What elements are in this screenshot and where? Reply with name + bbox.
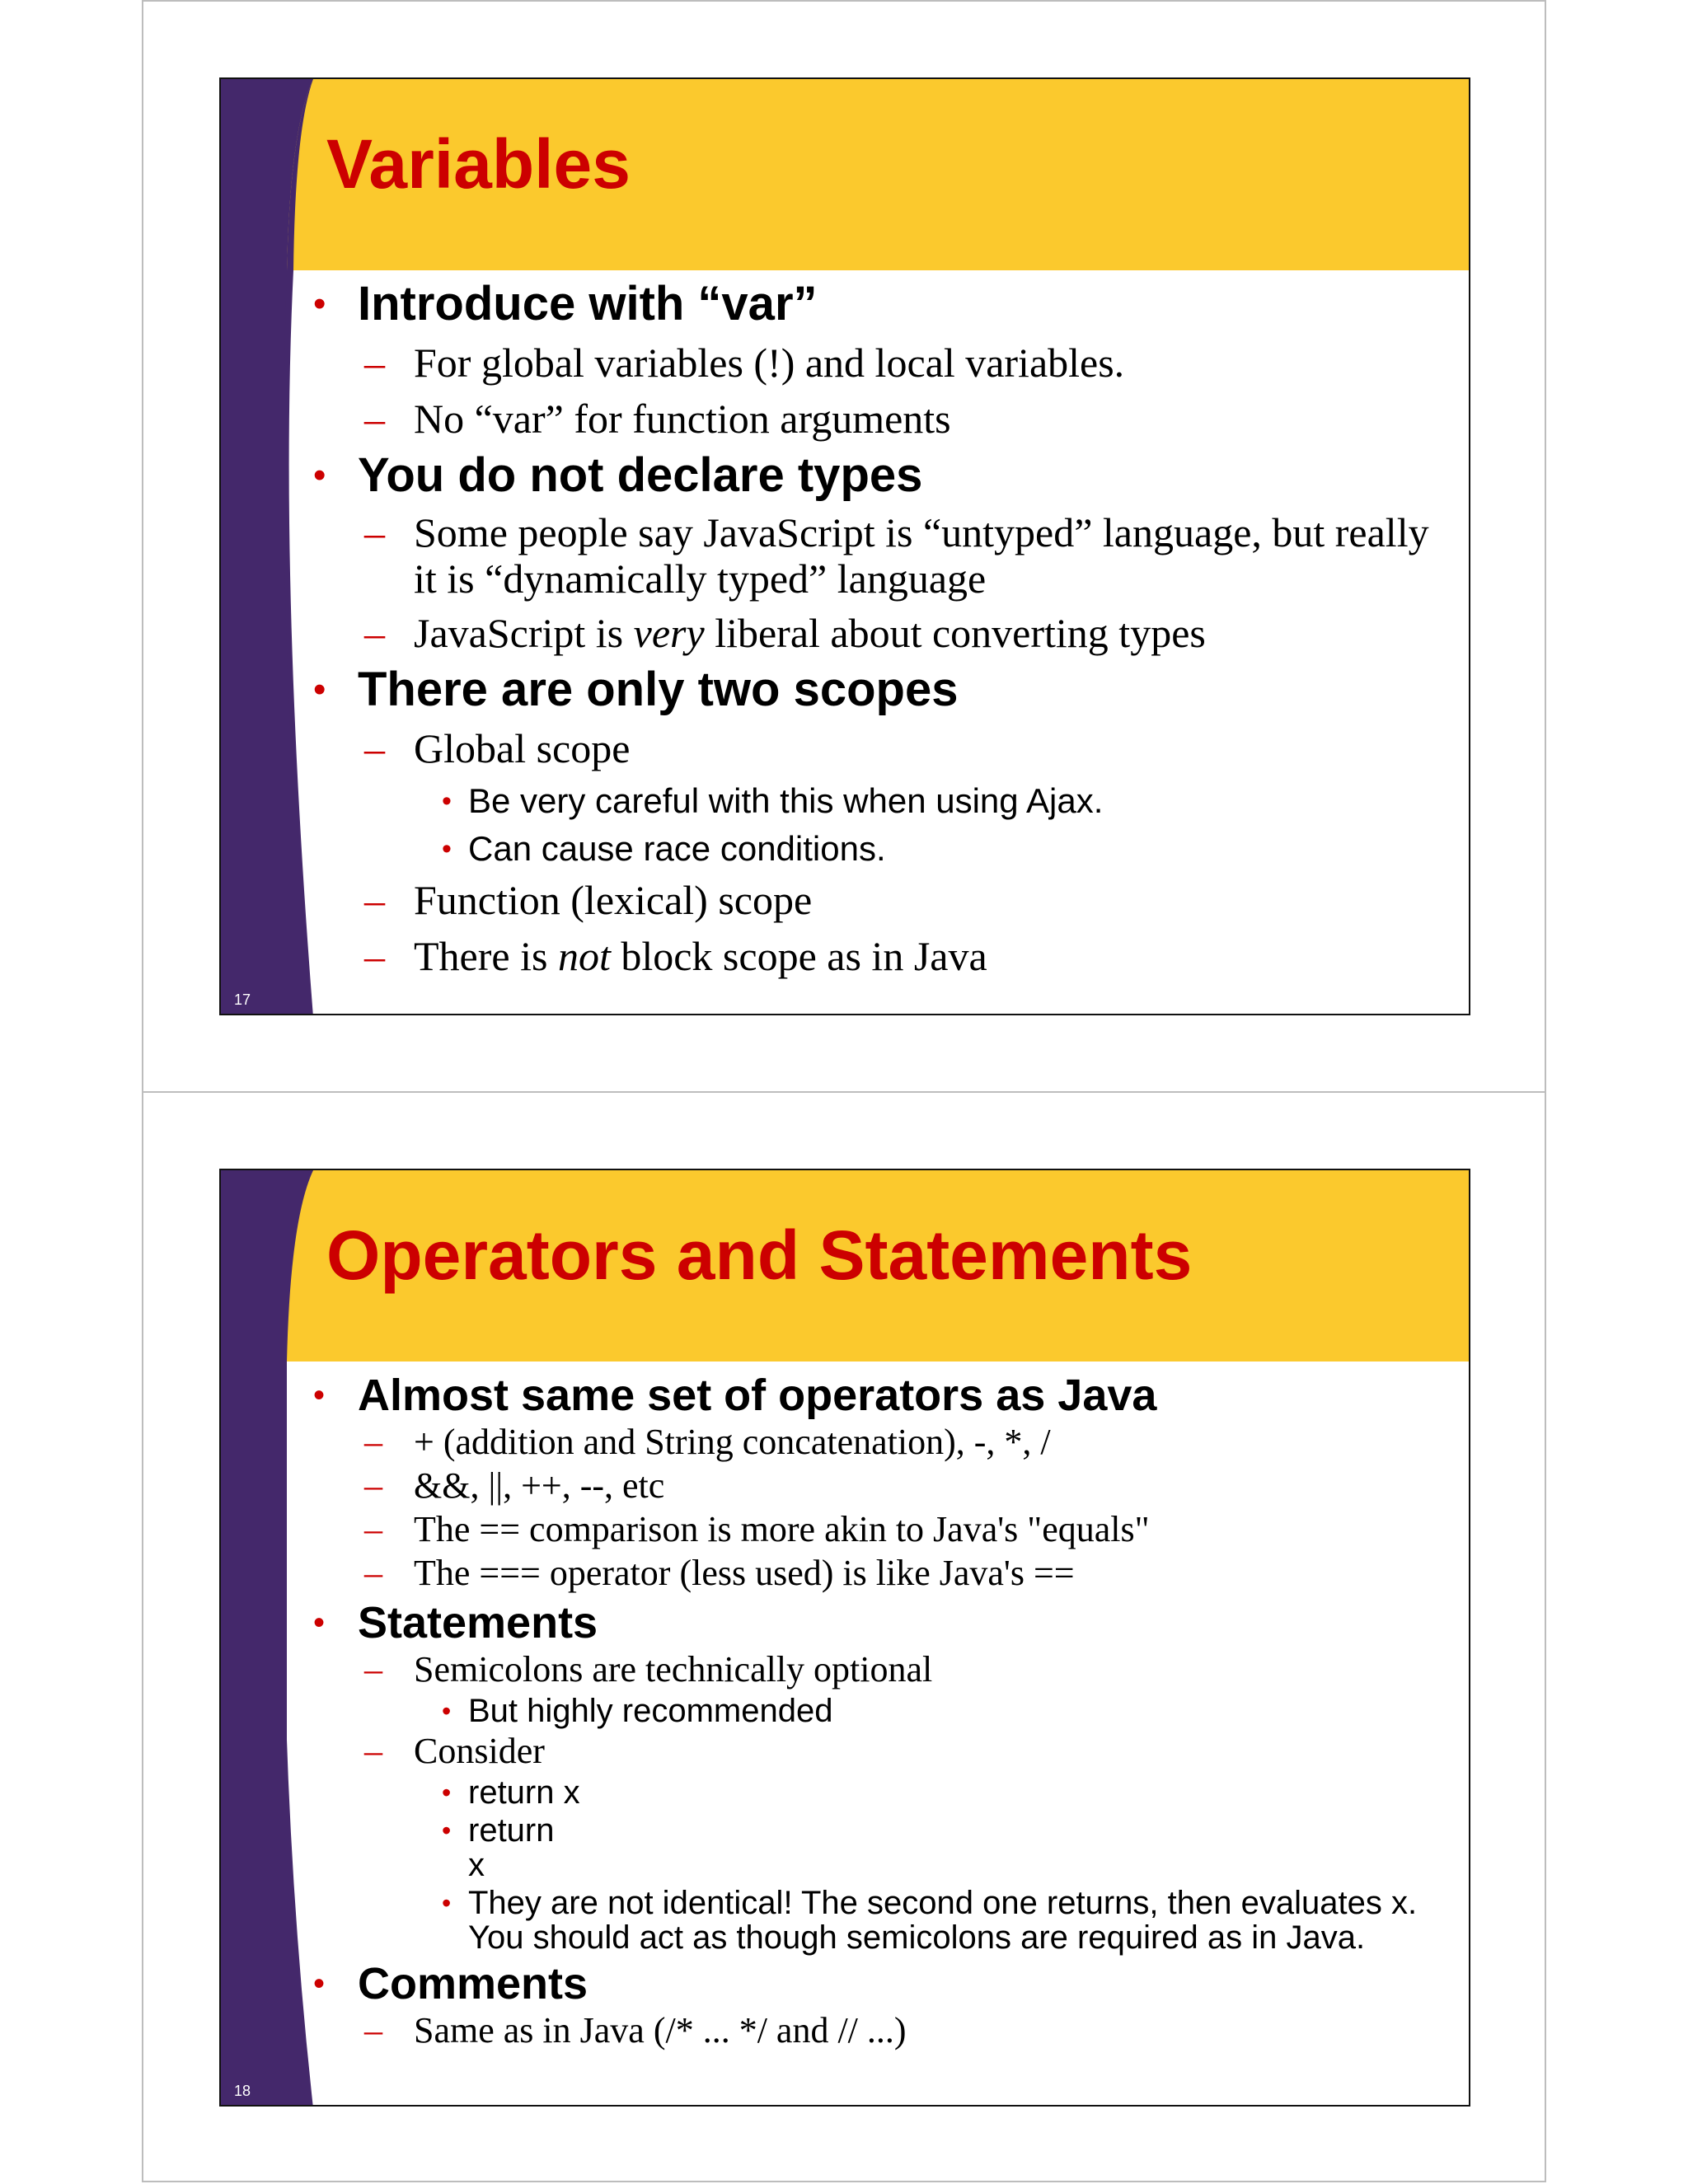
dash-icon: – [364,1422,382,1462]
bullet-icon: • [442,833,452,865]
sub-item: – The === operator (less used) is like Java's == [364,1553,1075,1593]
bullet-item: • There are only two scopes [313,663,959,716]
dash-icon: – [364,2010,382,2050]
dash-icon: – [364,1649,382,1690]
sub-sub-item: • return x [442,1812,555,1883]
slide-title: Variables [326,125,631,203]
bullet-icon: • [313,455,326,495]
bullet-item: • Statements [313,1598,598,1647]
sub-sub-item: • They are not identical! The second one returns, then evaluates x. You should act as though semicolons are required as in Java. [442,1885,1418,1956]
bullet-icon: • [313,284,326,324]
slide-content [310,1366,1456,2051]
slide-operators-and-statements [219,1169,1470,2107]
sub-item: – For global variables (!) and local variables. [364,340,1125,386]
dash-icon: – [364,877,385,923]
bullet-icon: • [313,1966,326,2002]
bullet-item: • You do not declare types [313,448,923,502]
slide-number: 17 [234,991,251,1008]
sub-item: – There is not block scope as in Java [364,933,987,979]
dash-icon: – [364,509,385,555]
sub-item: – Function (lexical) scope [364,877,813,923]
sub-item: – Same as in Java (/* ... */ and // ...) [364,2010,907,2050]
dash-icon: – [364,396,385,442]
bullet-icon: • [442,1888,452,1918]
bullet-item: • Almost same set of operators as Java [313,1371,1157,1420]
sub-item: – No “var” for function arguments [364,396,951,442]
bullet-icon: • [442,1696,452,1726]
sub-sub-item: • But highly recommended [442,1693,833,1729]
sub-sub-item: • Be very careful with this when using Ajax. [442,781,1104,820]
bullet-icon: • [442,1778,452,1807]
bullet-icon: • [442,785,452,817]
sub-item: – + (addition and String concatenation), -, *, / [364,1422,1051,1462]
sub-item: – &&, ||, ++, --, etc [364,1465,665,1506]
bullet-icon: • [313,1605,326,1641]
dash-icon: – [364,610,385,656]
sub-item: – The == comparison is more akin to Java's "equals" [364,1509,1150,1549]
sub-item: – Global scope [364,725,631,771]
page-divider [142,1091,1546,1093]
dash-icon: – [364,1509,382,1549]
sub-item: – Consider [364,1731,545,1771]
dash-icon: – [364,340,385,386]
sub-item: – JavaScript is very liberal about converting types [364,610,1206,656]
bullet-item: • Comments [313,1959,588,2008]
dash-icon: – [364,725,385,771]
dash-icon: – [364,1553,382,1593]
bullet-icon: • [442,1816,452,1845]
bullet-icon: • [313,1377,326,1413]
bullet-item: • Introduce with “var” [313,277,818,330]
slide-content [310,272,1456,981]
sub-item: – Some people say JavaScript is “untyped” language, but really it is “dynamically typed” language [364,509,1429,602]
dash-icon: – [364,1465,382,1506]
sub-sub-item: • Can cause race conditions. [442,829,886,868]
dash-icon: – [364,933,385,979]
slide-number: 18 [234,2083,251,2099]
slide-variables [219,77,1470,1015]
slide-title: Operators and Statements [326,1216,1193,1294]
dash-icon: – [364,1731,382,1771]
sub-sub-item: • return x [442,1774,580,1811]
bullet-icon: • [313,669,326,710]
sub-item: – Semicolons are technically optional [364,1649,933,1690]
